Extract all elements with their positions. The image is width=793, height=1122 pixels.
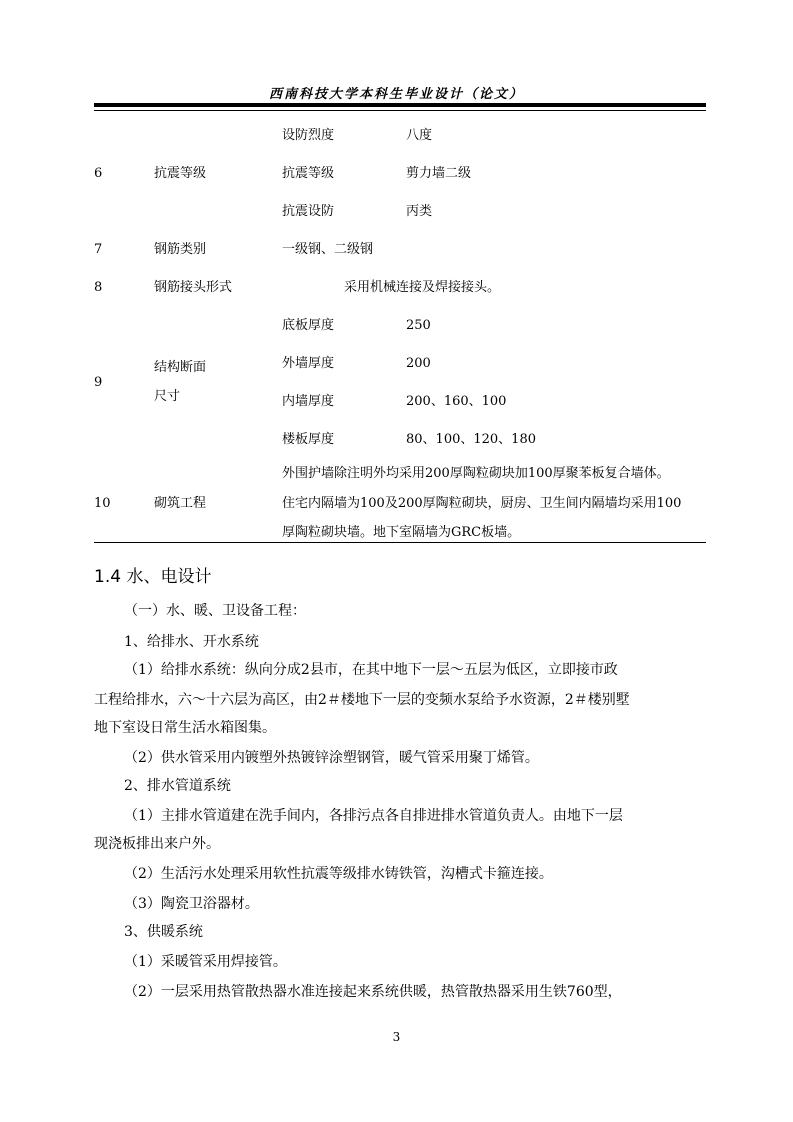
row9-item-line2: 尺寸 bbox=[154, 389, 181, 404]
row9-sub4-value: 80、100、120、180 bbox=[406, 432, 536, 447]
row7-item: 钢筋类别 bbox=[154, 242, 207, 257]
row6-number: 6 bbox=[94, 166, 103, 181]
row9-sub3-value: 200、160、100 bbox=[406, 394, 507, 409]
body-paragraph: 地下室设日常生活水箱图集。 bbox=[94, 720, 276, 736]
row8-item: 钢筋接头形式 bbox=[154, 280, 233, 295]
row9-item-line1: 结构断面 bbox=[154, 360, 207, 375]
body-paragraph: （3）陶瓷卫浴器材。 bbox=[124, 896, 259, 912]
row9-sub2-label: 外墙厚度 bbox=[282, 356, 335, 371]
row10-number: 10 bbox=[94, 496, 111, 511]
row10-line2: 住宅内隔墙为100及200厚陶粒砌块，厨房、卫生间内隔墙均采用100 bbox=[282, 496, 682, 511]
body-paragraph: （2）生活污水处理采用软性抗震等级排水铸铁管，沟槽式卡箍连接。 bbox=[124, 866, 553, 882]
row10-line1: 外围护墙除注明外均采用200厚陶粒砌块加100厚聚苯板复合墙体。 bbox=[282, 466, 670, 481]
row8-content: 采用机械连接及焊接接头。 bbox=[344, 280, 501, 295]
section-heading: 1.4 水、电设计 bbox=[94, 567, 212, 587]
body-paragraph: 3、供暖系统 bbox=[124, 924, 203, 940]
body-paragraph: （1）主排水管道建在洗手间内，各排污点各自排进排水管道负责人。由地下一层 bbox=[124, 808, 623, 824]
table-bottom-rule bbox=[94, 542, 706, 543]
row10-line3: 厚陶粒砌块墙。地下室隔墙为GRC板墙。 bbox=[282, 525, 521, 540]
row6-sub2-label: 抗震等级 bbox=[282, 166, 335, 181]
body-paragraph: （2）一层采用热管散热器水准连接起来系统供暖，热管散热器采用生铁760型， bbox=[124, 984, 622, 1000]
header-rule-thick bbox=[94, 103, 706, 107]
row6-sub3-label: 抗震设防 bbox=[282, 204, 335, 219]
row9-number: 9 bbox=[94, 375, 103, 390]
row8-number: 8 bbox=[94, 280, 103, 295]
body-paragraph: （2）供水管采用内镀塑外热镀锌涂塑钢管，暖气管采用聚丁烯管。 bbox=[124, 750, 539, 766]
row6-sub3-value: 丙类 bbox=[406, 204, 433, 219]
row9-sub1-value: 250 bbox=[406, 318, 431, 333]
row9-sub2-value: 200 bbox=[406, 356, 431, 371]
row7-number: 7 bbox=[94, 242, 103, 257]
row6-sub1-label: 设防烈度 bbox=[282, 128, 335, 143]
row9-sub3-label: 内墙厚度 bbox=[282, 394, 335, 409]
row6-item: 抗震等级 bbox=[154, 166, 207, 181]
row9-sub4-label: 楼板厚度 bbox=[282, 432, 335, 447]
body-paragraph: （一）水、暖、卫设备工程： bbox=[124, 603, 306, 619]
row6-sub2-value: 剪力墙二级 bbox=[406, 166, 472, 181]
body-paragraph: 2、排水管道系统 bbox=[124, 778, 231, 794]
row6-sub1-value: 八度 bbox=[406, 128, 433, 143]
body-paragraph: （1）给排水系统：纵向分成2县市，在其中地下一层～五层为低区，立即接市政 bbox=[124, 662, 618, 678]
page-number: 3 bbox=[392, 1030, 401, 1044]
page-header-title: 西南科技大学本科生毕业设计（论文） bbox=[268, 87, 524, 102]
row9-sub1-label: 底板厚度 bbox=[282, 318, 335, 333]
body-paragraph: 现浇板排出来户外。 bbox=[94, 836, 220, 852]
body-paragraph: 1、给排水、开水系统 bbox=[124, 634, 259, 650]
body-paragraph: 工程给排水，六～十六层为高区，由2＃楼地下一层的变频水泵给予水资源，2＃楼别墅 bbox=[94, 692, 630, 708]
row7-content: 一级钢、二级钢 bbox=[282, 242, 374, 257]
body-paragraph: （1）采暖管采用焊接管。 bbox=[124, 954, 287, 970]
header-rule-thin bbox=[94, 110, 706, 111]
row10-item: 砌筑工程 bbox=[154, 496, 207, 511]
